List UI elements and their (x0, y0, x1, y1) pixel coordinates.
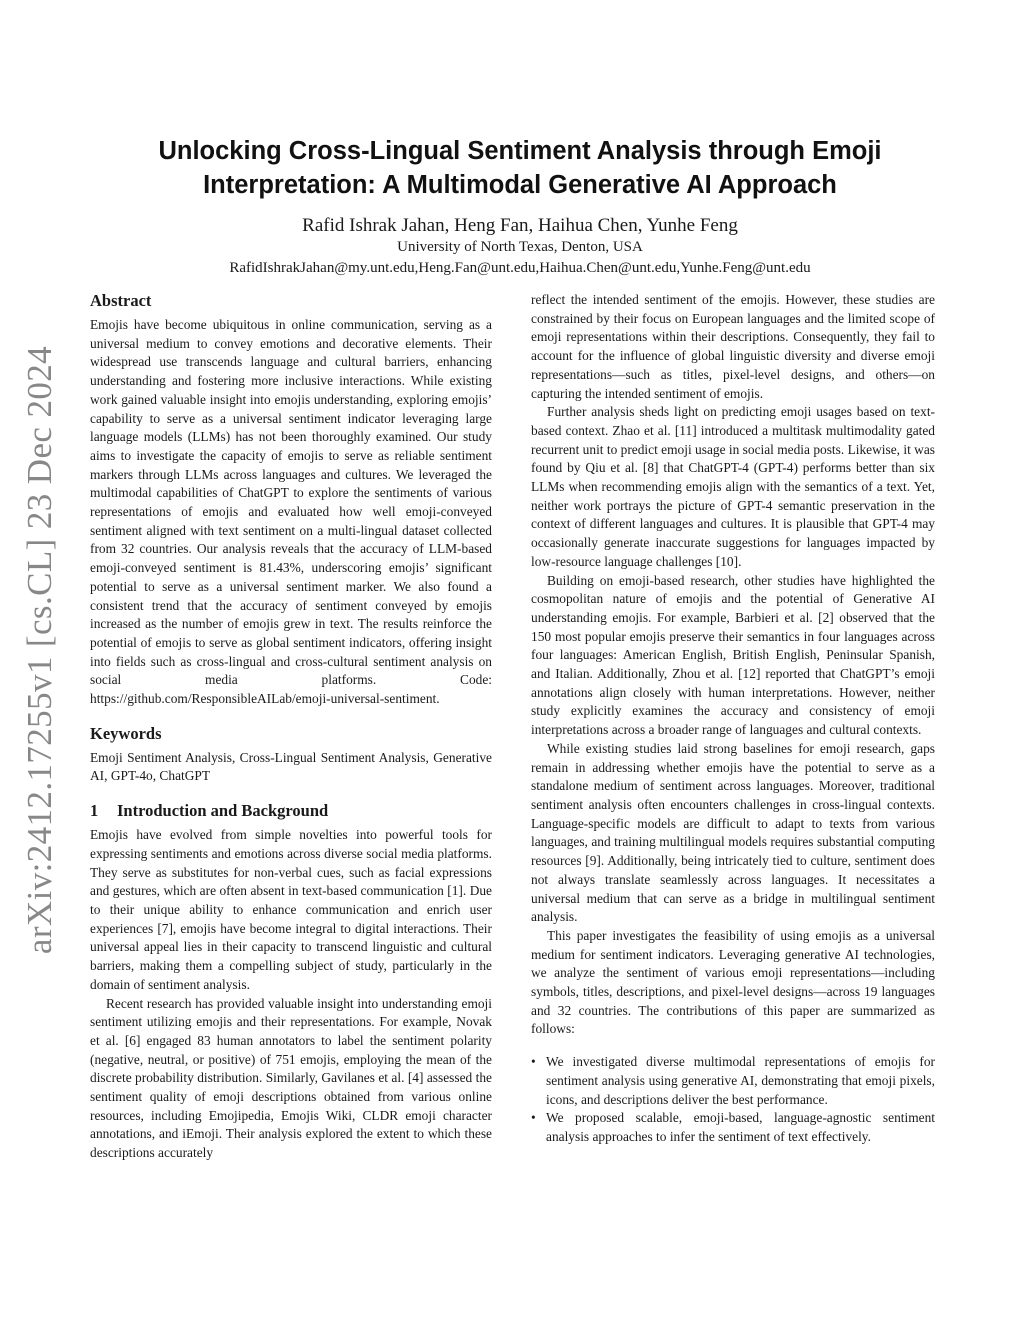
section-title: Introduction and Background (117, 801, 329, 821)
author-emails: RafidIshrakJahan@my.unt.edu,Heng.Fan@unt.edu,Haihua.Chen@unt.edu,Yunhe.Feng@unt.edu (229, 260, 811, 276)
contributions-list (531, 1053, 935, 1147)
section-number: 1 (90, 801, 99, 821)
intro-paragraph-3: Further analysis sheds light on predicting emoji usages based on text-based context. Zhao et al. [11] introduced a multitask multimodality gated recurrent unit to predict emoji usage in social media posts. Likewise, it was found by Qiu et al. [8] that ChatGPT-4 (GPT-4) performs better than six LLMs when recommending emojis align with the semantics of a text. Yet, neither work portrays the picture of GPT-4 semantic preservation in the context of different languages and cultures. It is plausible that GPT-4 may occasionally generate inaccurate suggestions for languages impacted by low-resource language challenges [10]. (531, 404, 935, 569)
intro-paragraph-2: Recent research has provided valuable insight into understanding emoji sentiment utilizing emojis and their representations. For example, Novak et al. [6] engaged 83 human annotators to label the sentiment polarity (negative, neutral, or positive) of 751 emojis, employing the mean of the discrete probability distribution. Similarly, Gavilanes et al. [4] assessed the sentiment quality of emoji descriptions obtained from various online resources, including Emojipedia, Emojis Wiki, CLDR emoji character annotations, and iEmoji. Their analysis explored the extent to which these descriptions accurately (90, 995, 492, 1161)
keywords-text: Emoji Sentiment Analysis, Cross-Lingual Sentiment Analysis, Generative AI, GPT-4o, ChatGPT (90, 749, 492, 784)
section-heading-introduction (90, 800, 492, 822)
keywords-heading: Keywords (90, 723, 162, 743)
bullet-icon: • (531, 1110, 536, 1126)
intro-paragraph-1: Emojis have evolved from simple novelties into powerful tools for expressing sentiments and emotions across diverse social media platforms. They serve as substitutes for non-verbal cues, such as facial expressions and gestures, which are often absent in text-based communication [1]. Due to their unique ability to enhance communication and enrich user experiences [7], emojis have become integral to digital interactions. Their universal appeal lies in their capacity to transcend linguistic and cultural barriers, making them a compelling subject of study, particularly in the domain of sentiment analysis. (90, 827, 492, 992)
affiliation: University of North Texas, Denton, USA (397, 239, 643, 255)
intro-paragraph-2-continued: reflect the intended sentiment of the emojis. However, these studies are constrained by their focus on European languages and the limited scope of emoji representations within their descriptions. Consequently, they fail to account for the influence of global linguistic diversity and diverse emoji representations—such as titles, pixel-level designs, and others—on capturing the intended sentiment of emojis. (531, 292, 935, 401)
abstract-heading: Abstract (90, 291, 152, 310)
right-column (531, 291, 935, 1147)
arxiv-identifier: arXiv:2412.17255v1 [cs.CL] 23 Dec 2024 (20, 345, 59, 955)
intro-paragraph-6: This paper investigates the feasibility of using emojis as a universal medium for sentiment indicators. Leveraging generative AI technologies, we analyze the sentiment of various emoji representations—including symbols, titles, descriptions, and pixel-level designs—across 19 languages and 32 countries. The contributions of this paper are summarized as follows: (531, 927, 935, 1037)
contribution-item: • We investigated diverse multimodal representations of emojis for sentiment analysis using generative AI, demonstrating that emoji pixels, icons, and descriptions deliver the best performance. (531, 1054, 935, 1107)
left-column (90, 290, 492, 1163)
paper-title (100, 134, 940, 202)
arxiv-sidebar (10, 345, 70, 955)
bullet-icon: • (531, 1054, 536, 1070)
abstract-text: Emojis have become ubiquitous in online communication, serving as a universal medium to convey emotions and decorative elements. Their widespread use transcends language and cultural barriers, enhancing understanding and fostering more inclusive interactions. While existing work gained valuable insight into emojis understanding, exploring emojis’ capability to serve as a universal sentiment indicator leveraging large language models (LLMs) has not been thoroughly examined. Our study aims to investigate the capacity of emojis to serve as reliable sentiment markers through LLMs across languages and cultures. We leveraged the multimodal capabilities of ChatGPT to explore the sentiments of various representations of emojis and evaluated how well emoji-conveyed sentiment aligned with text sentiment on a multi-lingual dataset collected from 32 countries. Our analysis reveals that the accuracy of LLM-based emoji-conveyed sentiment is 81.43%, underscoring emojis’ significant potential to serve as a universal sentiment marker. We also found a consistent trend that the accuracy of sentiment conveyed by emojis increased as the number of emojis grew in text. The results reinforce the potential of emojis to serve as global sentiment indicators, offering insight into fields such as cross-lingual and cross-cultural sentiment analysis on social media platforms. Code: https://github.com/ResponsibleAILab/emoji-universal-sentiment. (90, 317, 492, 707)
title-line-2: Interpretation: A Multimodal Generative AI Approach (203, 171, 837, 199)
author-list: Rafid Ishrak Jahan, Heng Fan, Haihua Chen, Yunhe Feng (302, 215, 738, 236)
intro-paragraph-4: Building on emoji-based research, other studies have highlighted the cosmopolitan nature of emojis and the potential of Generative AI understanding emojis. For example, Barbieri et al. [2] observed that the 150 most popular emojis preserve their semantics in four languages across four languages: American English, British English, Peninsular Spanish, and Italian. Additionally, Zhou et al. [12] reported that ChatGPT’s emoji annotations align closely with human interpretations. However, neither study explicitly examines the accuracy and consistency of emoji interpretations across a broader range of languages and cultural contexts. (531, 572, 935, 738)
intro-paragraph-5: While existing studies laid strong baselines for emoji research, gaps remain in addressing whether emojis have the potential to serve as a standalone medium of sentiment across languages. Moreover, traditional sentiment analysis often encounters challenges in cross-lingual contexts. Language-specific models are difficult to adapt to texts from various languages, and training multilingual models requires substantial computing resources [9]. Additionally, being intricately tied to culture, sentiment does not always translate seamlessly across languages. It necessitates a universal medium that can serve as a bridge in multilingual sentiment analysis. (531, 740, 935, 925)
title-line-1: Unlocking Cross-Lingual Sentiment Analysis through Emoji (158, 137, 882, 165)
contribution-item: • We proposed scalable, emoji-based, language-agnostic sentiment analysis approaches to infer the sentiment of text effectively. (531, 1110, 935, 1144)
